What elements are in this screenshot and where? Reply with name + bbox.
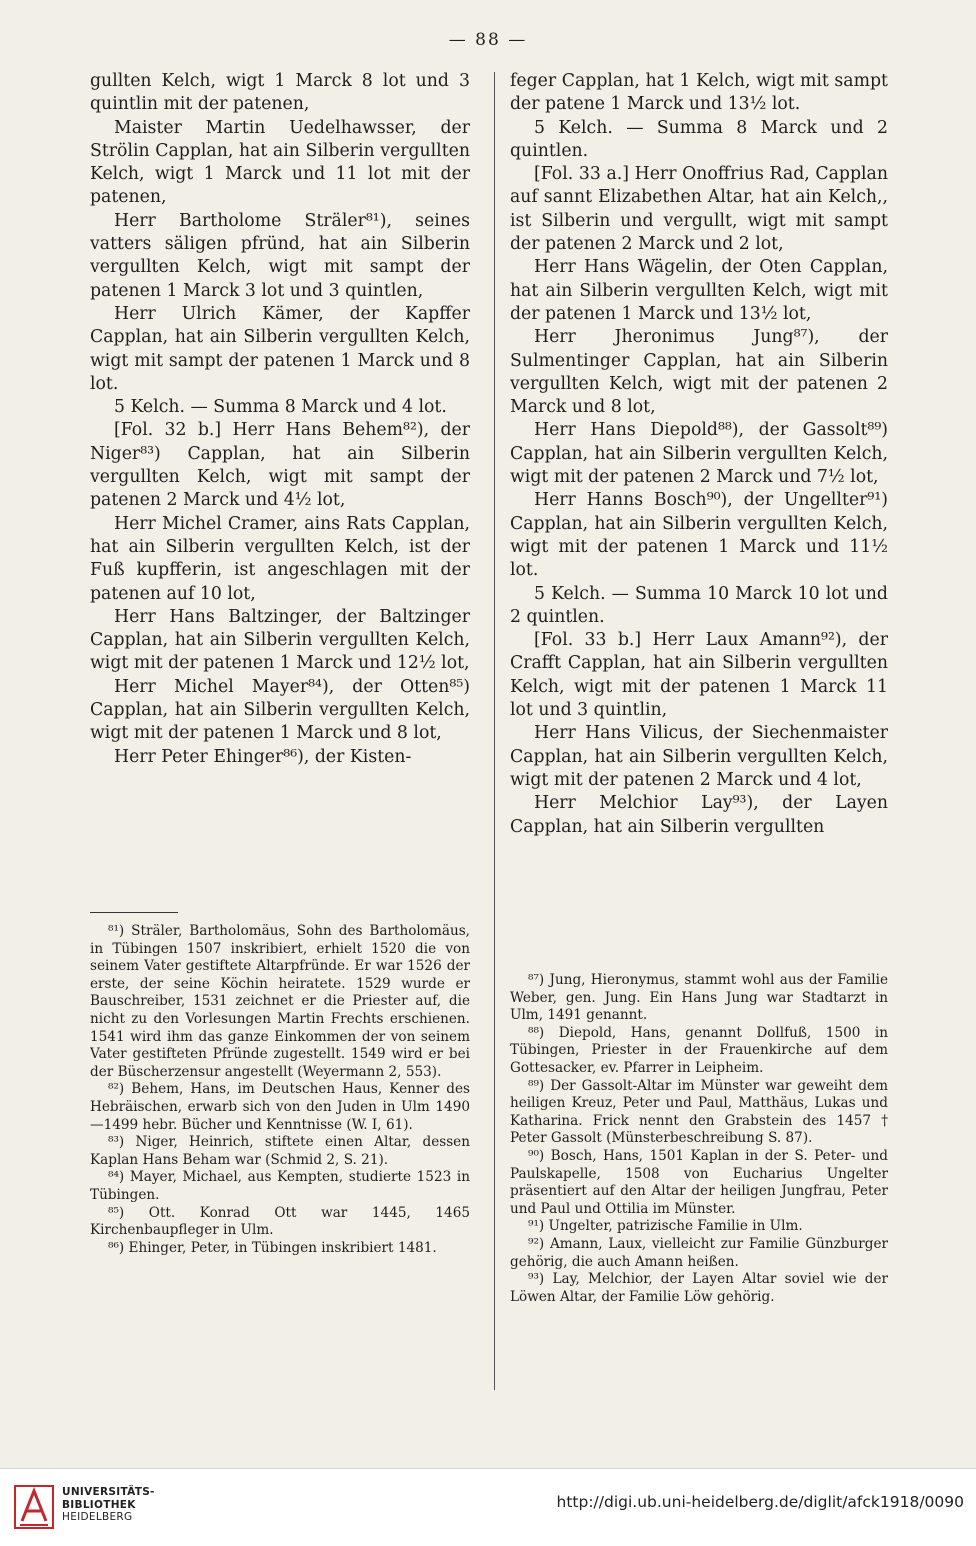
footer-bar [0, 1468, 976, 1546]
right-main-text [510, 70, 888, 950]
paragraph: Herr Hans Wägelin, der Oten Capplan, hat ain Silberin vergullten Kelch, wigt mit der patenen 1 Marck und 13½ lot, [510, 257, 888, 324]
paragraph: Herr Hanns Bosch⁹⁰), der Ungellter⁹¹) Capplan, hat ain Silberin vergullten Kelch, wigt mit der patenen 1 Marck und 11½ lot. [510, 490, 888, 581]
left-main-text [90, 70, 470, 898]
footnote: ⁸⁷) Jung, Hieronymus, stammt wohl aus der Familie Weber, gen. Jung. Ein Hans Jung war Stadtarzt in Ulm, 1491 genannt. [510, 972, 888, 1024]
footnote: ⁹³) Lay, Melchior, der Layen Altar soviel wie der Löwen Altar, der Familie Löw gehörig. [510, 1271, 888, 1305]
right-column [510, 70, 888, 1402]
paragraph: 5 Kelch. — Summa 8 Marck und 2 quintlen. [510, 117, 888, 161]
left-column [90, 70, 470, 1403]
footnote: ⁸²) Behem, Hans, im Deutschen Haus, Kenner des Hebräischen, erwarb sich von den Juden in Ulm 1490—1499 hebr. Bücher und Kenntnisse (W. I, 61). [90, 1081, 470, 1133]
university-seal-icon [14, 1485, 54, 1529]
footnote: ⁸⁶) Ehinger, Peter, in Tübingen inskribiert 1481. [108, 1239, 437, 1256]
page-number: — 88 — [448, 30, 528, 50]
paragraph: Herr Michel Mayer⁸⁴), der Otten⁸⁵) Capplan, hat ain Silberin vergullten Kelch, wigt mit der patenen 1 Marck und 8 lot, [90, 676, 470, 744]
footnote: ⁸³) Niger, Heinrich, stiftete einen Altar, dessen Kaplan Hans Beham war (Schmid 2, S. 21). [90, 1134, 470, 1168]
footnote: ⁸⁴) Mayer, Michael, aus Kempten, studierte 1523 in Tübingen. [90, 1169, 470, 1203]
footnote: ⁸⁸) Diepold, Hans, genannt Dollfuß, 1500 in Tübingen, Priester in der Frauenkirche auf dem Gottesacker, ev. Pfarrer in Leipheim. [510, 1024, 888, 1076]
paragraph: [Fol. 33 a.] Herr Onoffrius Rad, Capplan auf sannt Elizabethen Altar, hat ain Kelch,, ist Silberin und vergullt, wigt mit sampt der patenen 2 Marck und 2 lot, [510, 164, 888, 255]
footnote: ⁹¹) Ungelter, patrizische Familie in Ulm. [528, 1218, 803, 1235]
footnote: ⁸⁵) Ott. Konrad Ott war 1445, 1465 Kirchenbaupfleger in Ulm. [90, 1204, 470, 1239]
paragraph: Herr Hans Baltzinger, der Baltzinger Capplan, hat ain Silberin vergullten Kelch, wigt mit der patenen 1 Marck und 12½ lot, [90, 606, 470, 674]
footnote: ⁹²) Amann, Laux, vielleicht zur Familie Günzburger gehörig, die auch Amann heißen. [510, 1235, 888, 1270]
library-line: UNIVERSITÄTS- [62, 1486, 155, 1498]
right-footnotes [510, 972, 888, 1402]
library-line: HEIDELBERG [62, 1511, 133, 1523]
paragraph: Herr Ulrich Kämer, der Kapffer Capplan, hat ain Silberin vergullten Kelch, wigt mit sampt der patenen 1 Marck und 8 lot. [90, 303, 470, 394]
paragraph: Herr Peter Ehinger⁸⁶), der Kisten- [114, 746, 412, 767]
paragraph: Herr Hans Diepold⁸⁸), der Gassolt⁸⁹) Capplan, hat ain Silberin vergullten Kelch, wigt mit der patenen 2 Marck und 7½ lot, [510, 420, 888, 488]
paragraph: 5 Kelch. — Summa 8 Marck und 4 lot. [114, 397, 447, 418]
paragraph: Herr Michel Cramer, ains Rats Capplan, hat ain Silberin vergullten Kelch, ist der Fuß kupfferin, ist angeschlagen mit der patenen auf 10 lot, [90, 513, 470, 604]
paragraph: 5 Kelch. — Summa 10 Marck 10 lot und 2 quintlen. [510, 583, 888, 627]
library-line: BIBLIOTHEK [62, 1498, 136, 1511]
paragraph: Herr Hans Vilicus, der Siechenmaister Capplan, hat ain Silberin vergullten Kelch, wigt mit der patenen 2 Marck und 4 lot, [510, 723, 888, 790]
paragraph: Herr Jheronimus Jung⁸⁷), der Sulmentinger Capplan, hat ain Silberin vergullten Kelch, wigt mit der patenen 2 Marck und 8 lot, [510, 327, 888, 418]
column-rule [494, 72, 495, 1390]
permalink-url[interactable]: http://digi.ub.uni-heidelberg.de/diglit/afck1918/0090 [556, 1493, 964, 1511]
paragraph: Maister Martin Uedelhawsser, der Strölin Capplan, hat ain Silberin vergullten Kelch, wigt 1 Marck und 11 lot mit der patenen, [90, 117, 470, 208]
footnote: ⁹⁰) Bosch, Hans, 1501 Kaplan in der S. Peter- und Paulskapelle, 1508 von Eucharius Ungelter präsentiert auf den Altar der heiligen Jungfrau, Peter und Paul und Ottilia im Münster. [510, 1147, 888, 1217]
paragraph: [Fol. 33 b.] Herr Laux Amann⁹²), der Crafft Capplan, hat ain Silberin vergullten Kelch, wigt mit der patenen 1 Marck 11 lot und 3 quintlin, [510, 630, 888, 721]
paragraph: feger Capplan, hat 1 Kelch, wigt mit sampt der patene 1 Marck und 13½ lot. [510, 71, 888, 115]
footnote-separator [90, 912, 178, 913]
paragraph: [Fol. 32 b.] Herr Hans Behem⁸²), der Niger⁸³) Capplan, hat ain Silberin vergullten Kelch, wigt mit sampt der patenen 2 Marck und 4½ lot, [90, 420, 470, 511]
paragraph: Herr Melchior Lay⁹³), der Layen Capplan, hat ain Silberin vergullten [510, 793, 888, 837]
footnote: ⁸⁹) Der Gassolt-Altar im Münster war geweiht dem heiligen Kreuz, Peter und Paul, Matthäus, Lukas und Katharina. Frick nennt den Grabstein des 1457 † Peter Gassolt (Münsterbeschreibung S. 87). [510, 1077, 888, 1147]
left-footnotes [90, 923, 470, 1403]
footnote: ⁸¹) Sträler, Bartholomäus, Sohn des Bartholomäus, in Tübingen 1507 inskribiert, erhielt 1520 die von seinem Vater gestiftete Altarpfründe. Er war 1526 der erste, der seine Köchin heiratete. 1529 wurde er Bauschreiber, 1531 zeichnet er die Priester auf, die nicht zu den Vorlesungen Martin Frechts erschienen. 1541 wird ihm das ganze Einkommen der von seinem Vater gestifteten Pfründe zugestellt. 1549 wird er bei der Büscherzensur angestellt (Weyermann 2, 553). [90, 923, 470, 1080]
paragraph: Herr Bartholome Sträler⁸¹), seines vatters säligen pfründ, hat ain Silberin vergullten Kelch, wigt mit sampt der patenen 1 Marck 3 lot und 3 quintlen, [90, 210, 470, 301]
paragraph: gullten Kelch, wigt 1 Marck 8 lot und 3 quintlin mit der patenen, [90, 71, 470, 115]
library-name [62, 1486, 155, 1524]
